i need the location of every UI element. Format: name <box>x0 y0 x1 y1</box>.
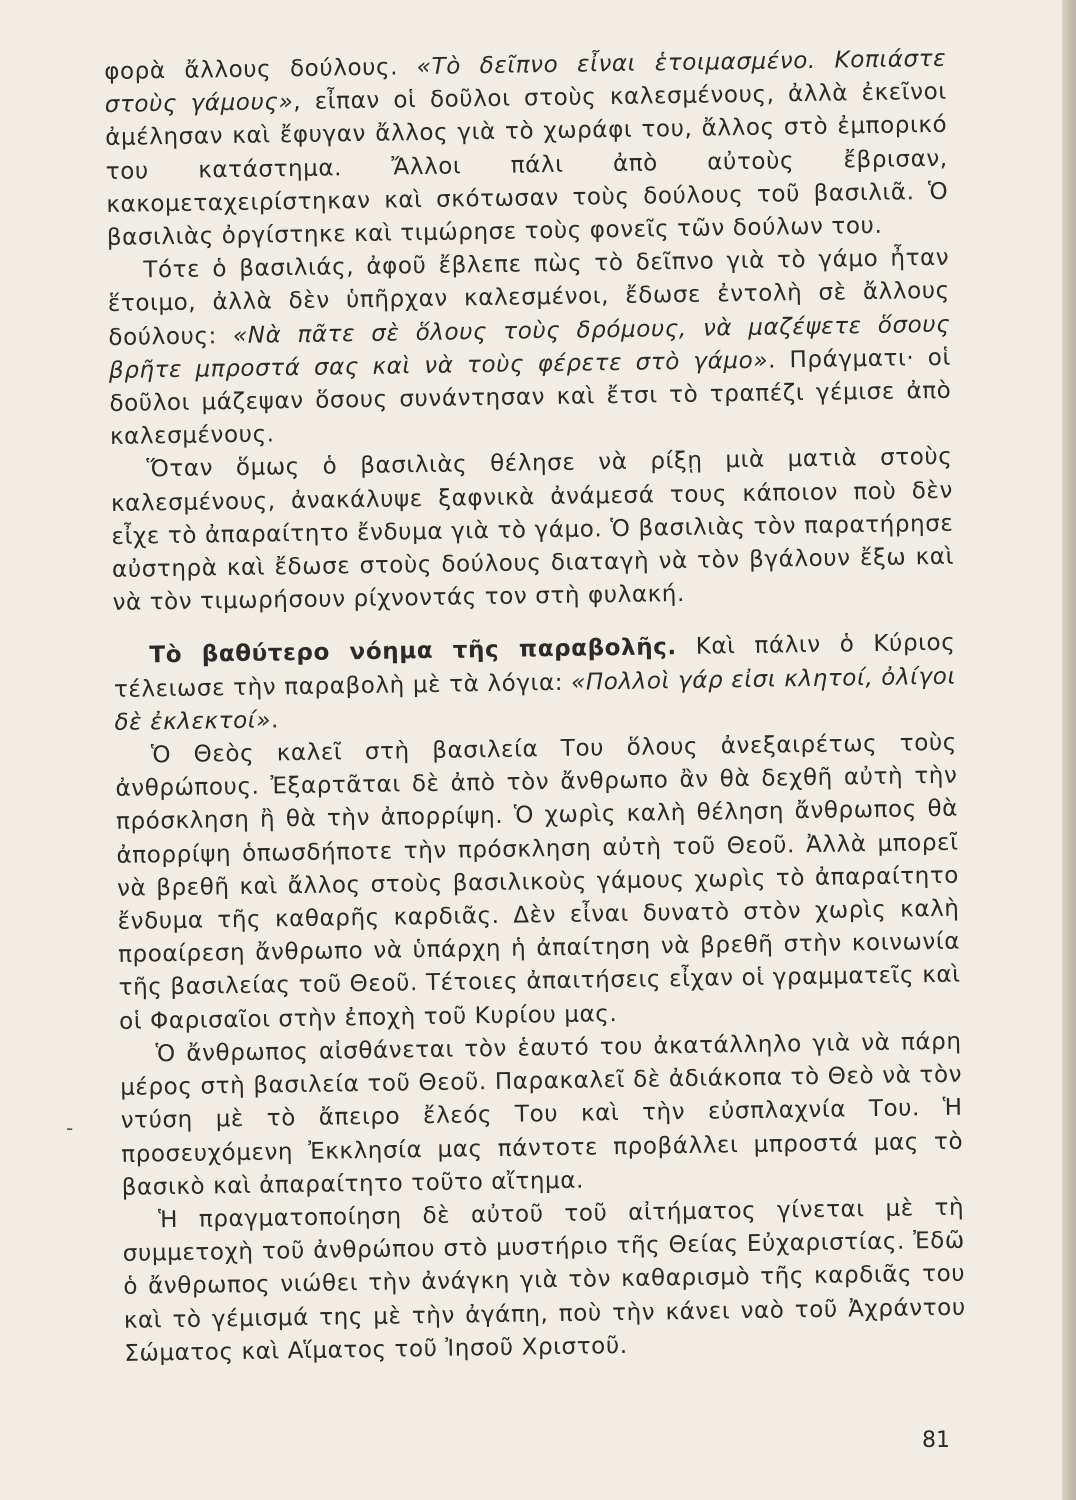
paragraph-6: Ὁ ἄνθρωπος αἰσθάνεται τὸν ἑαυτό του ἀκατάλληλο γιὰ νὰ πάρη μέρος στὴ βασιλεία τοῦ Θεοῦ. Παρακαλεῖ δὲ ἀδιάκοπα τὸ Θεὸ νὰ τὸν ντύση μὲ τὸ ἄπειρο ἔλεός Του καὶ τὴν εὐσπλαχνία Του. Ἡ προσευχόμενη Ἐκκλησία μας πάντοτε προβάλλει μπροστά μας τὸ βασικὸ καὶ ἀπαραίτητο τοῦτο αἴτημα. <box>120 1028 964 1201</box>
paragraph-5: Ὁ Θεὸς καλεῖ στὴ βασιλεία Του ὅλους ἀνεξαιρέτως τοὺς ἀνθρώπους. Ἐξαρτᾶται δὲ ἀπὸ τὸν ἄνθρωπο ἂν θὰ δεχθῆ αὐτὴ τὴν πρόσκληση ἢ θὰ τὴν ἀπορρίψη. Ὁ χωρὶς καλὴ θέληση ἄνθρωπος θὰ ἀπορρίψη ὁπωσδήποτε τὴν πρόσκληση αὐτὴ τοῦ Θεοῦ. Ἀλλὰ μπορεῖ νὰ βρεθῆ καὶ ἄλλος στοὺς βασιλικοὺς γάμους χωρὶς τὸ ἀπαραίτητο ἔνδυμα τῆς καθαρῆς καρδιᾶς. Δὲν εἶναι δυνατὸ στὸν χωρὶς καλὴ προαίρεση ἄνθρωπο νὰ ὑπάρχη ἡ ἀπαίτηση νὰ βρεθῆ στὴν κοινωνία τῆς βασιλείας τοῦ Θεοῦ. Τέτοιες ἀπαιτήσεις εἶχαν οἱ γραμματεῖς καὶ οἱ Φαρισαῖοι στὴν ἐποχὴ τοῦ Κυρίου μας. <box>115 729 961 1035</box>
paragraph-7: Ἡ πραγματοποίηση δὲ αὐτοῦ τοῦ αἰτήματος γίνεται μὲ τὴ συμμετοχὴ τοῦ ἀνθρώπου στὸ μυστήριο τῆς Θείας Εὐχαριστίας. Ἐδῶ ὁ ἄνθρωπος νιώθει τὴν ἀνάγκη γιὰ τὸν καθαρισμὸ τῆς καρδιᾶς του καὶ τὸ γέμισμά της μὲ τὴν ἀγάπη, ποὺ τὴν κάνει ναὸ τοῦ Ἀχράντου Σώματος καὶ Αἵματος τοῦ Ἰησοῦ Χριστοῦ. <box>122 1194 966 1367</box>
quote: «Νὰ πᾶτε σὲ ὅλους τοὺς δρόμους, νὰ μαζέψετε ὅσους βρῆτε μπροστά σας καὶ νὰ τοὺς φέρετε στὸ γάμο» <box>108 311 951 384</box>
paragraph-1: φορὰ ἄλλους δούλους. «Τὸ δεῖπνο εἶναι ἑτοιμασμένο. Κοπιάστε στοὺς γάμους», εἶπαν οἱ δοῦλοι στοὺς καλεσμένους, ἀλλὰ ἐκεῖνοι ἀμέλησαν καὶ ἔφυγαν ἄλλος γιὰ τὸ χωράφι του, ἄλλος στὸ ἐμπορικό του κατάστημα. Ἄλλοι πάλι ἀπὸ αὐτοὺς ἔβρισαν, κακομεταχειρίστηκαν καὶ σκότωσαν τοὺς δούλους τοῦ βασιλιᾶ. Ὁ βασιλιὰς ὀργίστηκε καὶ τιμώρησε τοὺς φονεῖς τῶν δούλων του. <box>104 45 949 251</box>
quote: «Τὸ δεῖπνο εἶναι ἑτοιμασμένο. Κοπιάστε στοὺς γάμους» <box>104 45 947 119</box>
page-edge <box>1062 0 1076 1500</box>
body-text <box>104 43 967 1371</box>
page-number: 81 <box>922 1428 950 1453</box>
quote: «Πολλοὶ γάρ εἰσι κλητοί, ὀλίγοι δὲ ἐκλεκτοί» <box>114 663 957 736</box>
margin-mark: - <box>66 1116 74 1140</box>
paragraph-4: Τὸ βαθύτερο νόημα τῆς παραβολῆς. Καὶ πάλιν ὁ Κύριος τέλειωσε τὴν παραβολὴ μὲ τὰ λόγια: «Πολλοὶ γάρ εἰσι κλητοί, ὀλίγοι δὲ ἐκλεκτοί». <box>113 630 957 736</box>
paragraph-2: Τότε ὁ βασιλιάς, ἀφοῦ ἔβλεπε πὼς τὸ δεῖπνο γιὰ τὸ γάμο ἦταν ἕτοιμο, ἀλλὰ δὲν ὑπῆρχαν καλεσμένοι, ἔδωσε ἐντολὴ σὲ ἄλλους δούλους: «Νὰ πᾶτε σὲ ὅλους τοὺς δρόμους, νὰ μαζέψετε ὅσους βρῆτε μπροστά σας καὶ νὰ τοὺς φέρετε στὸ γάμο». Πράγματι· οἱ δοῦλοι μάζεψαν ὅσους συνάντησαν καὶ ἔτσι τὸ τραπέζι γέμισε ἀπὸ καλεσμένους. <box>107 244 952 451</box>
paragraph-3: Ὅταν ὅμως ὁ βασιλιὰς θέλησε νὰ ρίξῃ μιὰ ματιὰ στοὺς καλεσμένους, ἀνακάλυψε ξαφνικὰ ἀνάμεσά τους κάποιον ποὺ δὲν εἶχε τὸ ἀπαραίτητο ἔνδυμα γιὰ τὸ γάμο. Ὁ βασιλιὰς τὸν παρατήρησε αὐστηρὰ καὶ ἔδωσε στοὺς δούλους διαταγὴ νὰ τὸν βγάλουν ἔξω καὶ νὰ τὸν τιμωρήσουν ρίχνοντάς τον στὴ φυλακή. <box>110 444 955 617</box>
section-heading: Τὸ βαθύτερο νόημα τῆς παραβολῆς. <box>149 634 677 669</box>
